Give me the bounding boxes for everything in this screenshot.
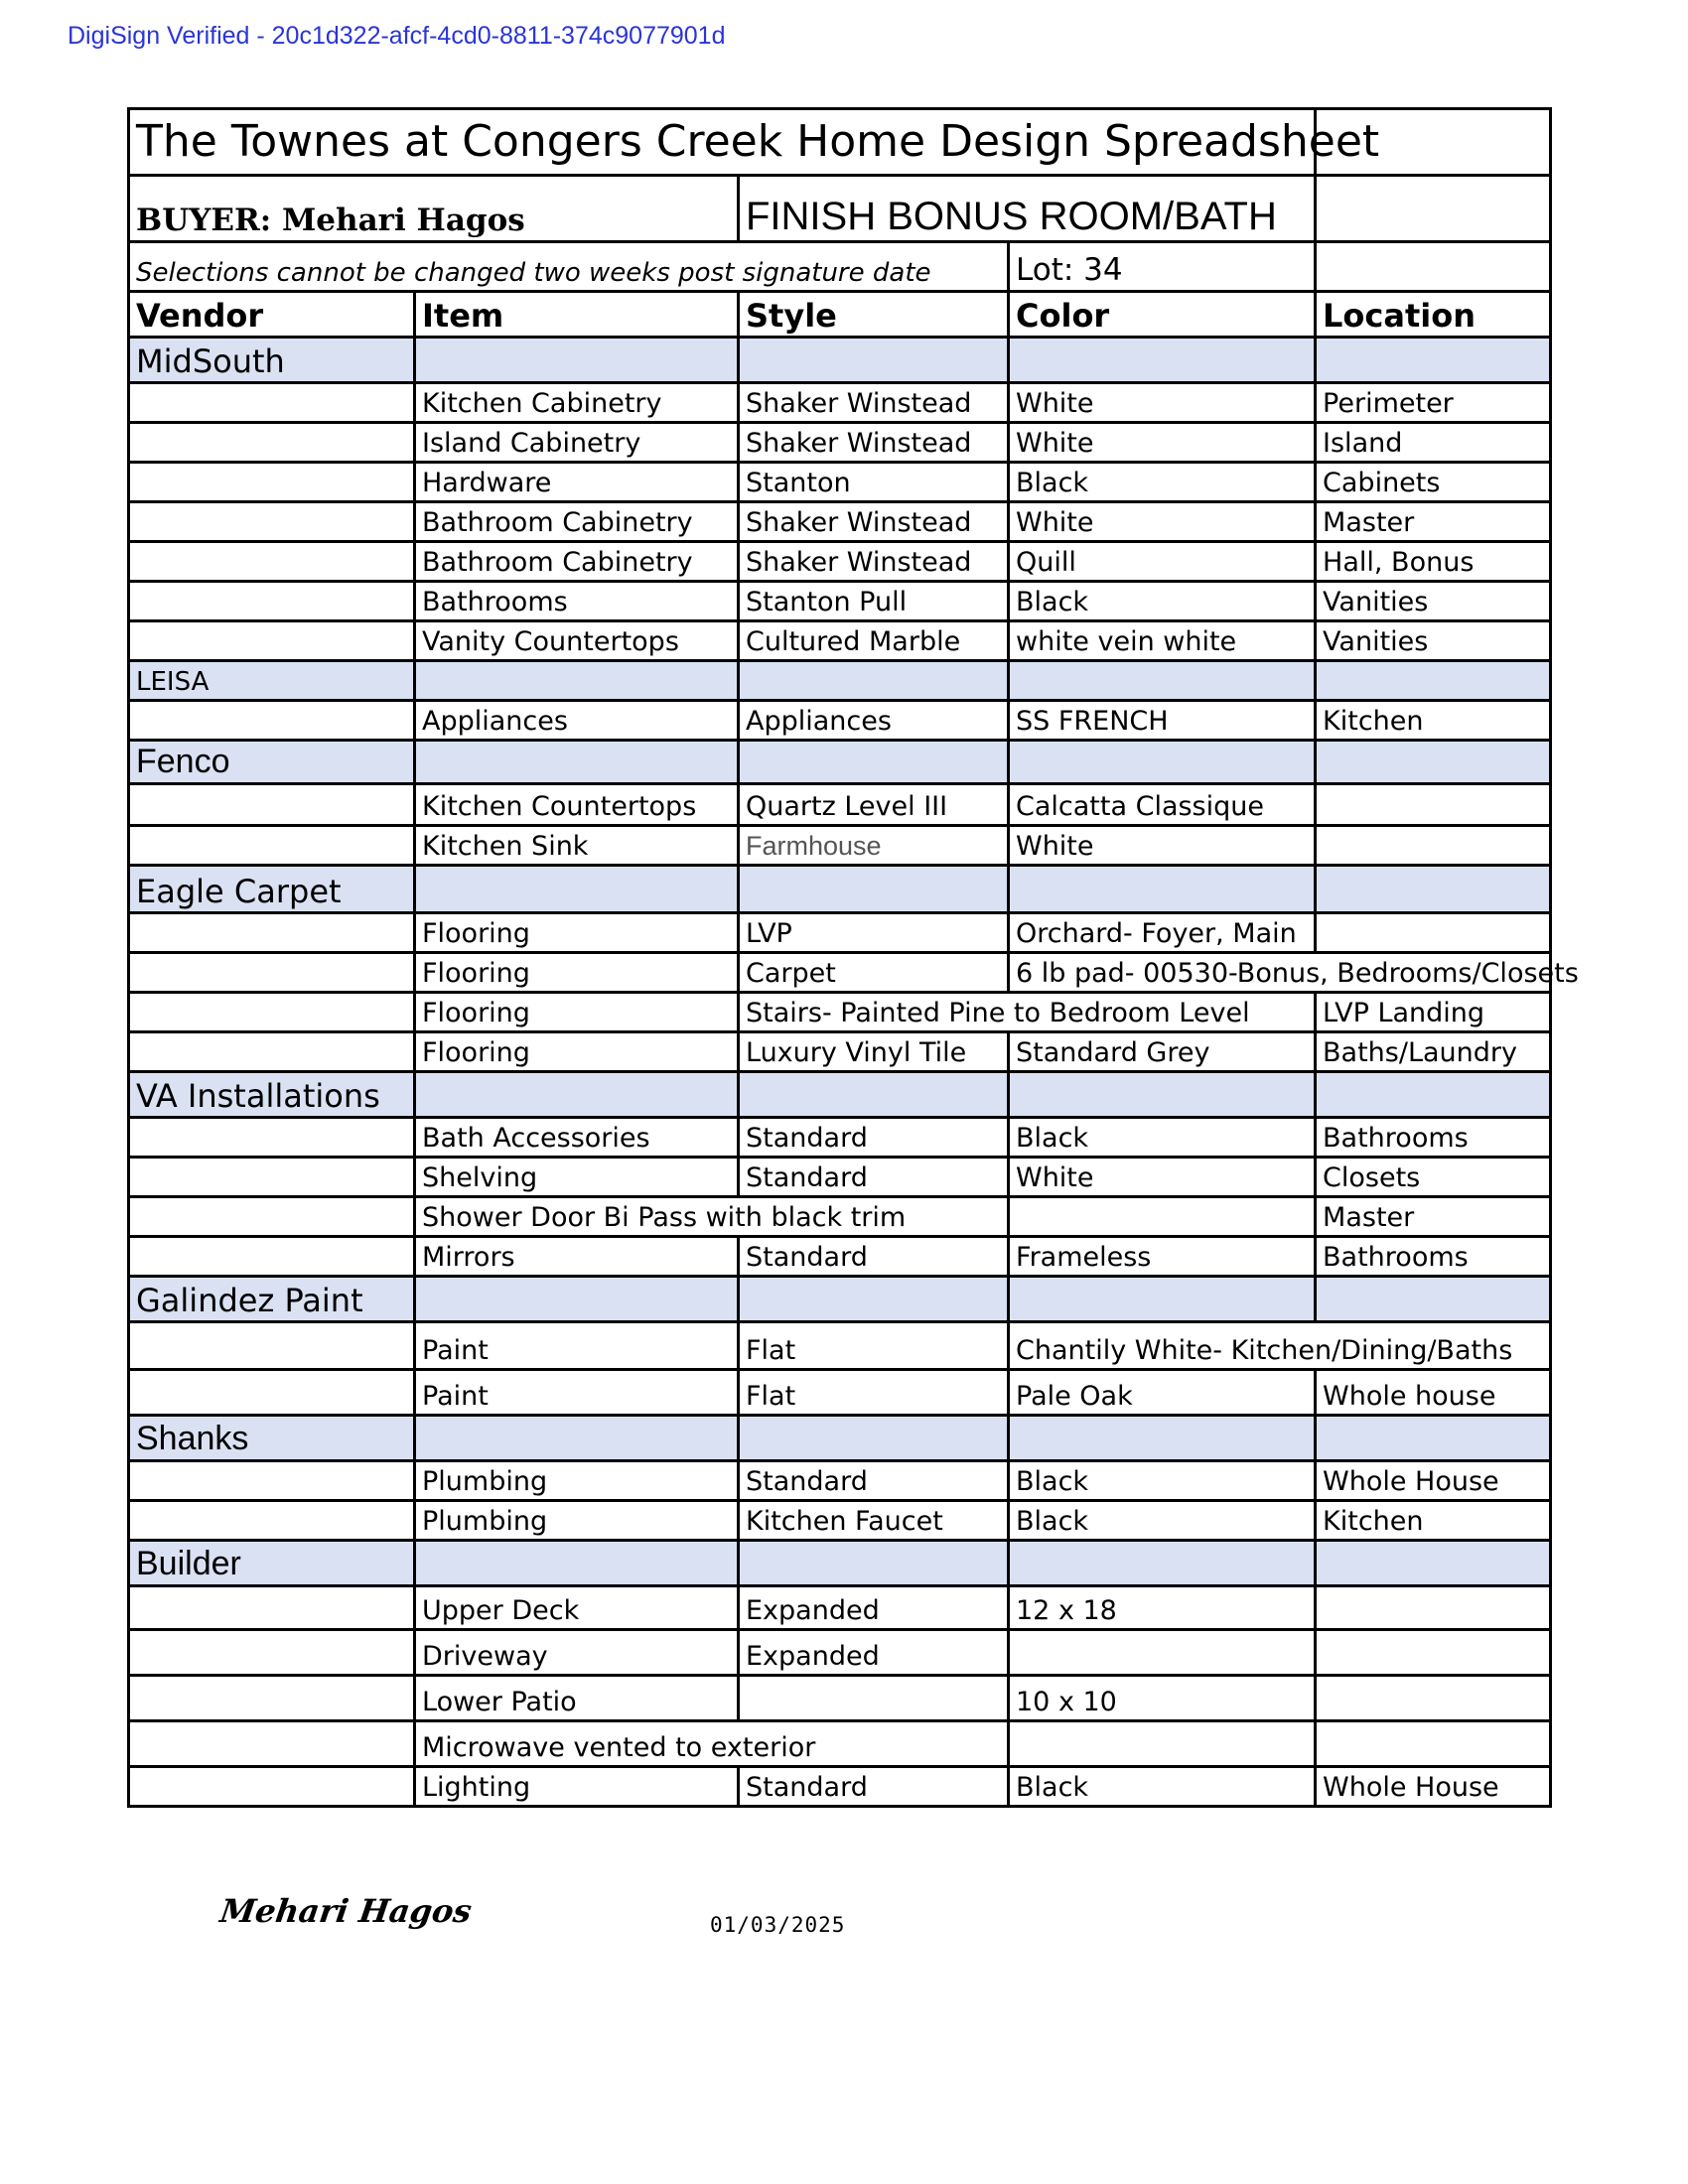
item-cell: Kitchen Countertops (415, 784, 739, 826)
table-row (129, 1032, 1551, 1072)
buyer-signature: Mehari Hagos (217, 1892, 475, 1930)
color-cell (1009, 1197, 1316, 1237)
signature-date: 01/03/2025 (710, 1913, 846, 1937)
color-cell: Orchard- Foyer, Main (1009, 913, 1316, 953)
column-header: Style (739, 292, 1009, 338)
item-cell: Vanity Countertops (415, 621, 739, 661)
color-cell: Black (1009, 1767, 1316, 1807)
location-cell: Vanities (1316, 582, 1551, 621)
item-cell: Upper Deck (415, 1586, 739, 1630)
item-cell: Flooring (415, 993, 739, 1032)
empty-cell (129, 463, 415, 502)
empty-cell (1009, 1277, 1316, 1322)
location-cell: Island (1316, 423, 1551, 463)
style-cell: Shaker Winstead (739, 383, 1009, 423)
item-cell: Island Cabinetry (415, 423, 739, 463)
table-row (129, 1197, 1551, 1237)
empty-cell (129, 953, 415, 993)
location-cell (1316, 826, 1551, 866)
empty-cell (1316, 661, 1551, 701)
table-row (129, 1630, 1551, 1676)
style-cell: Expanded (739, 1630, 1009, 1676)
location-cell: Bathrooms (1316, 1118, 1551, 1158)
empty-cell (129, 1461, 415, 1501)
color-cell: 12 x 18 (1009, 1586, 1316, 1630)
table-row (129, 502, 1551, 542)
table-row (129, 1586, 1551, 1630)
table-row (129, 953, 1551, 993)
empty-cell (129, 913, 415, 953)
item-cell: Paint (415, 1370, 739, 1416)
table-row (129, 913, 1551, 953)
style-cell: Stairs- Painted Pine to Bedroom Level (739, 993, 1316, 1032)
color-cell: Frameless (1009, 1237, 1316, 1277)
empty-cell (1316, 741, 1551, 784)
buyer-row (129, 176, 1551, 242)
table-row (129, 1721, 1551, 1767)
empty-cell (1316, 1277, 1551, 1322)
color-cell: Black (1009, 1461, 1316, 1501)
empty-cell (415, 661, 739, 701)
vendor-row (129, 661, 1551, 701)
empty-cell (415, 1277, 739, 1322)
empty-cell (129, 1158, 415, 1197)
empty-cell (415, 1541, 739, 1586)
empty-cell (1316, 176, 1551, 242)
color-cell: Black (1009, 1501, 1316, 1541)
empty-cell (1316, 338, 1551, 383)
empty-cell (129, 542, 415, 582)
vendor-row (129, 741, 1551, 784)
location-cell: Whole house (1316, 1370, 1551, 1416)
table-row (129, 1676, 1551, 1721)
vendor-row (129, 338, 1551, 383)
location-cell: Master (1316, 502, 1551, 542)
style-cell: Appliances (739, 701, 1009, 741)
empty-cell (739, 1072, 1009, 1118)
column-header: Location (1316, 292, 1551, 338)
color-cell: 6 lb pad- 00530-Bonus, Bedrooms/Closets (1009, 953, 1551, 993)
empty-cell (129, 423, 415, 463)
empty-cell (129, 826, 415, 866)
item-cell: Plumbing (415, 1501, 739, 1541)
table-row (129, 1322, 1551, 1370)
color-cell (1009, 1721, 1316, 1767)
item-cell: Bathroom Cabinetry (415, 542, 739, 582)
location-cell (1316, 1586, 1551, 1630)
empty-cell (129, 701, 415, 741)
empty-cell (1316, 1416, 1551, 1461)
color-cell: SS FRENCH (1009, 701, 1316, 741)
color-cell: white vein white (1009, 621, 1316, 661)
item-cell: Appliances (415, 701, 739, 741)
location-cell: Vanities (1316, 621, 1551, 661)
color-cell: White (1009, 423, 1316, 463)
empty-cell (129, 1676, 415, 1721)
empty-cell (129, 1767, 415, 1807)
color-cell: Standard Grey (1009, 1032, 1316, 1072)
vendor-name: LEISA (129, 661, 415, 701)
item-cell: Flooring (415, 1032, 739, 1072)
table-row (129, 621, 1551, 661)
style-cell: Shaker Winstead (739, 423, 1009, 463)
style-cell: Carpet (739, 953, 1009, 993)
color-cell: Chantily White- Kitchen/Dining/Baths (1009, 1322, 1551, 1370)
style-cell: Flat (739, 1370, 1009, 1416)
style-cell: Kitchen Faucet (739, 1501, 1009, 1541)
table-row (129, 993, 1551, 1032)
location-cell (1316, 913, 1551, 953)
style-cell: Stanton (739, 463, 1009, 502)
buyer-name: BUYER: Mehari Hagos (129, 176, 739, 242)
vendor-row (129, 866, 1551, 913)
item-cell: Kitchen Cabinetry (415, 383, 739, 423)
empty-cell (1316, 242, 1551, 292)
location-cell: Closets (1316, 1158, 1551, 1197)
location-cell: Whole House (1316, 1461, 1551, 1501)
column-header: Item (415, 292, 739, 338)
lot-number: Lot: 34 (1009, 242, 1316, 292)
empty-cell (739, 661, 1009, 701)
style-cell: LVP (739, 913, 1009, 953)
item-cell: Lower Patio (415, 1676, 739, 1721)
color-cell: Black (1009, 1118, 1316, 1158)
location-cell (1316, 784, 1551, 826)
style-cell: Standard (739, 1118, 1009, 1158)
vendor-name: Builder (129, 1541, 415, 1586)
empty-cell (129, 1630, 415, 1676)
vendor-name: Shanks (129, 1416, 415, 1461)
empty-cell (739, 338, 1009, 383)
empty-cell (1316, 1541, 1551, 1586)
note-row (129, 242, 1551, 292)
style-cell: Shaker Winstead (739, 542, 1009, 582)
empty-cell (129, 993, 415, 1032)
empty-cell (129, 1118, 415, 1158)
style-cell: Luxury Vinyl Tile (739, 1032, 1009, 1072)
empty-cell (1009, 661, 1316, 701)
vendor-name: VA Installations (129, 1072, 415, 1118)
vendor-row (129, 1416, 1551, 1461)
table-row (129, 826, 1551, 866)
empty-cell (129, 1032, 415, 1072)
style-cell: Expanded (739, 1586, 1009, 1630)
item-cell: Microwave vented to exterior (415, 1721, 1009, 1767)
style-cell: Stanton Pull (739, 582, 1009, 621)
empty-cell (129, 1721, 415, 1767)
title-row (129, 109, 1551, 176)
empty-cell (1316, 866, 1551, 913)
style-cell: Standard (739, 1767, 1009, 1807)
table-row (129, 1767, 1551, 1807)
column-header: Color (1009, 292, 1316, 338)
item-cell: Lighting (415, 1767, 739, 1807)
item-cell: Plumbing (415, 1461, 739, 1501)
empty-cell (1009, 1541, 1316, 1586)
style-cell (739, 1676, 1009, 1721)
column-header: Vendor (129, 292, 415, 338)
location-cell: Cabinets (1316, 463, 1551, 502)
color-cell: 10 x 10 (1009, 1676, 1316, 1721)
empty-cell (129, 1370, 415, 1416)
empty-cell (129, 582, 415, 621)
item-cell: Shelving (415, 1158, 739, 1197)
table-row (129, 383, 1551, 423)
empty-cell (129, 621, 415, 661)
location-cell: Bathrooms (1316, 1237, 1551, 1277)
empty-cell (739, 866, 1009, 913)
location-cell: Master (1316, 1197, 1551, 1237)
vendor-name: Fenco (129, 741, 415, 784)
empty-cell (1009, 741, 1316, 784)
empty-cell (415, 866, 739, 913)
sheet-title: The Townes at Congers Creek Home Design Spreadsheet (129, 109, 1316, 176)
table-row (129, 1237, 1551, 1277)
design-spreadsheet (127, 107, 1579, 1808)
empty-cell (415, 741, 739, 784)
empty-cell (1009, 1072, 1316, 1118)
location-cell (1316, 1630, 1551, 1676)
style-cell: Farmhouse (739, 826, 1009, 866)
location-cell: LVP Landing (1316, 993, 1551, 1032)
item-cell: Shower Door Bi Pass with black trim (415, 1197, 1009, 1237)
table-row (129, 582, 1551, 621)
location-cell: Baths/Laundry (1316, 1032, 1551, 1072)
item-cell: Flooring (415, 953, 739, 993)
location-cell: Kitchen (1316, 1501, 1551, 1541)
color-cell (1009, 1630, 1316, 1676)
empty-cell (129, 1501, 415, 1541)
empty-cell (1316, 1072, 1551, 1118)
location-cell (1316, 1676, 1551, 1721)
location-cell: Perimeter (1316, 383, 1551, 423)
style-cell: Shaker Winstead (739, 502, 1009, 542)
color-cell: White (1009, 383, 1316, 423)
table-row (129, 542, 1551, 582)
empty-cell (1009, 338, 1316, 383)
item-cell: Bathroom Cabinetry (415, 502, 739, 542)
color-cell: White (1009, 502, 1316, 542)
item-cell: Bathrooms (415, 582, 739, 621)
style-cell: Standard (739, 1237, 1009, 1277)
location-cell: Hall, Bonus (1316, 542, 1551, 582)
empty-cell (129, 383, 415, 423)
item-cell: Driveway (415, 1630, 739, 1676)
selection-note: Selections cannot be changed two weeks post signature date (129, 242, 1009, 292)
table-row (129, 423, 1551, 463)
style-cell: Quartz Level III (739, 784, 1009, 826)
style-cell: Standard (739, 1158, 1009, 1197)
empty-cell (129, 1322, 415, 1370)
style-cell: Cultured Marble (739, 621, 1009, 661)
empty-cell (415, 1416, 739, 1461)
item-cell: Hardware (415, 463, 739, 502)
table-row (129, 784, 1551, 826)
vendor-name: Eagle Carpet (129, 866, 415, 913)
project-name: FINISH BONUS ROOM/BATH (739, 176, 1316, 242)
color-cell: Pale Oak (1009, 1370, 1316, 1416)
item-cell: Kitchen Sink (415, 826, 739, 866)
table-row (129, 463, 1551, 502)
location-cell: Kitchen (1316, 701, 1551, 741)
table-row (129, 1370, 1551, 1416)
empty-cell (129, 1586, 415, 1630)
empty-cell (739, 1277, 1009, 1322)
table-row (129, 701, 1551, 741)
table-row (129, 1501, 1551, 1541)
empty-cell (129, 502, 415, 542)
color-cell: Calcatta Classique (1009, 784, 1316, 826)
empty-cell (739, 1541, 1009, 1586)
vendor-row (129, 1541, 1551, 1586)
empty-cell (415, 1072, 739, 1118)
item-cell: Mirrors (415, 1237, 739, 1277)
empty-cell (415, 338, 739, 383)
vendor-row (129, 1277, 1551, 1322)
column-header-row (129, 292, 1551, 338)
table-row (129, 1158, 1551, 1197)
empty-cell (129, 1237, 415, 1277)
color-cell: White (1009, 1158, 1316, 1197)
vendor-row (129, 1072, 1551, 1118)
empty-cell (1009, 1416, 1316, 1461)
empty-cell (739, 1416, 1009, 1461)
color-cell: White (1009, 826, 1316, 866)
table-row (129, 1461, 1551, 1501)
location-cell: Whole House (1316, 1767, 1551, 1807)
item-cell: Bath Accessories (415, 1118, 739, 1158)
empty-cell (129, 784, 415, 826)
location-cell (1316, 1721, 1551, 1767)
color-cell: Black (1009, 582, 1316, 621)
empty-cell (739, 741, 1009, 784)
style-cell: Standard (739, 1461, 1009, 1501)
table-row (129, 1118, 1551, 1158)
color-cell: Quill (1009, 542, 1316, 582)
color-cell: Black (1009, 463, 1316, 502)
vendor-name: MidSouth (129, 338, 415, 383)
item-cell: Paint (415, 1322, 739, 1370)
verification-banner: DigiSign Verified - 20c1d322-afcf-4cd0-8811-374c9077901d (68, 22, 726, 50)
item-cell: Flooring (415, 913, 739, 953)
vendor-name: Galindez Paint (129, 1277, 415, 1322)
empty-cell (1009, 866, 1316, 913)
empty-cell (129, 1197, 415, 1237)
style-cell: Flat (739, 1322, 1009, 1370)
